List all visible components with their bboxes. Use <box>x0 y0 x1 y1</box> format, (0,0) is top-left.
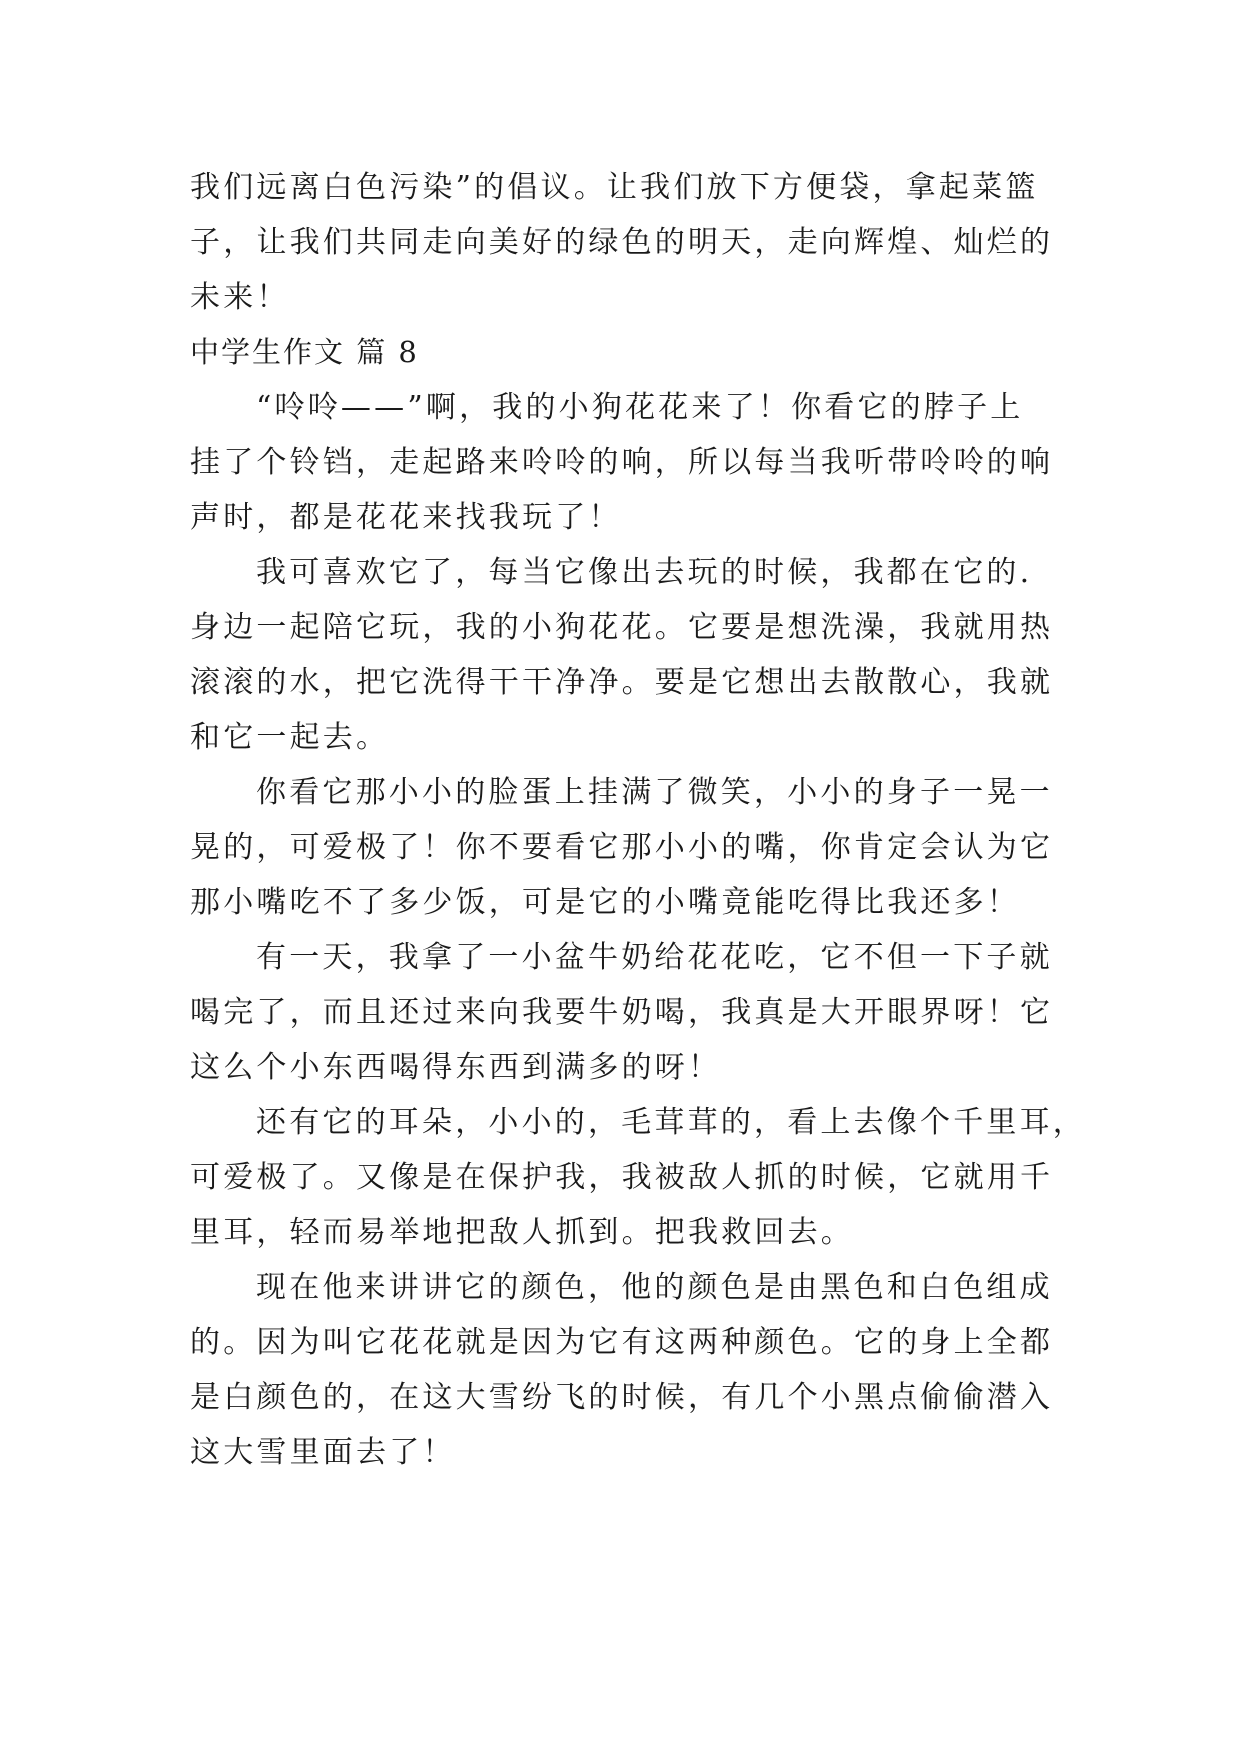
text-line: 那小嘴吃不了多少饭，可是它的小嘴竟能吃得比我还多！ <box>190 885 1020 920</box>
text-line: 里耳，轻而易举地把敌人抓到。把我救回去。 <box>190 1215 854 1250</box>
text-line: 身边一起陪它玩，我的小狗花花。它要是想洗澡，我就用热 <box>190 610 1054 645</box>
paragraph-first-line: 你看它那小小的脸蛋上挂满了微笑，小小的身子一晃一 <box>256 775 1053 810</box>
text-line: 子，让我们共同走向美好的绿色的明天，走向辉煌、灿烂的 <box>190 225 1054 260</box>
text-line: 和它一起去。 <box>190 720 390 755</box>
paragraph-first-line: 现在他来讲讲它的颜色，他的颜色是由黑色和白色组成 <box>256 1270 1053 1305</box>
text-line: 喝完了，而且还过来向我要牛奶喝，我真是大开眼界呀！它 <box>190 995 1054 1030</box>
text-line: 挂了个铃铛，走起路来呤呤的响，所以每当我听带呤呤的响 <box>190 445 1054 480</box>
text-line: 未来！ <box>190 280 290 315</box>
text-line: 可爱极了。又像是在保护我，我被敌人抓的时候，它就用千 <box>190 1160 1054 1195</box>
text-line: 的。因为叫它花花就是因为它有这两种颜色。它的身上全都 <box>190 1325 1054 1360</box>
text-line: 我们远离白色污染”的倡议。让我们放下方便袋，拿起菜篮 <box>190 170 1039 205</box>
text-line: 这么个小东西喝得东西到满多的呀！ <box>190 1050 722 1085</box>
document-body <box>190 160 1086 1480</box>
text-line: 是白颜色的，在这大雪纷飞的时候，有几个小黑点偷偷潜入 <box>190 1380 1054 1415</box>
section-heading: 中学生作文 篇 8 <box>190 335 419 369</box>
paragraph-first-line: “呤呤——”啊，我的小狗花花来了！你看它的脖子上 <box>256 390 1024 425</box>
paragraph-first-line: 有一天，我拿了一小盆牛奶给花花吃，它不但一下子就 <box>256 940 1053 975</box>
text-line: 滚滚的水，把它洗得干干净净。要是它想出去散散心，我就 <box>190 665 1054 700</box>
paragraph-first-line: 我可喜欢它了，每当它像出去玩的时候，我都在它的. <box>256 555 1033 590</box>
text-line: 声时，都是花花来找我玩了！ <box>190 500 622 535</box>
text-line: 这大雪里面去了！ <box>190 1435 456 1470</box>
paragraph-first-line: 还有它的耳朵，小小的，毛茸茸的，看上去像个千里耳， <box>256 1105 1086 1140</box>
text-line: 晃的，可爱极了！你不要看它那小小的嘴，你肯定会认为它 <box>190 830 1054 865</box>
